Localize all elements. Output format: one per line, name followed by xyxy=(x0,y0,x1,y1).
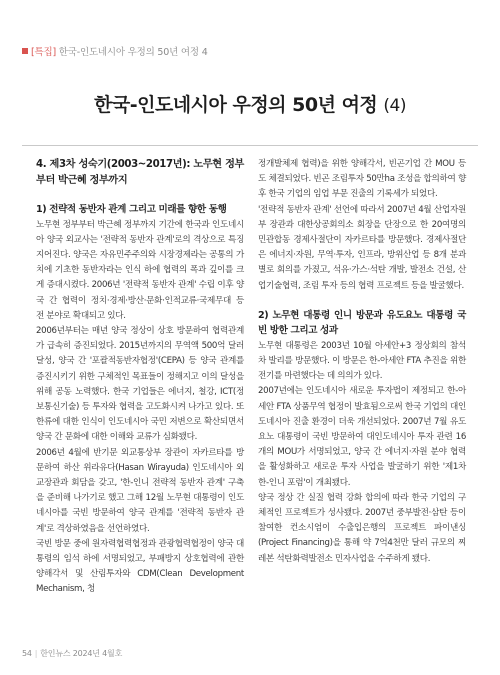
page-title xyxy=(0,90,500,117)
paragraph: 2006년 4월에 반기문 외교통상부 장관이 자카르타를 방문하여 하산 위라유다(Hasan Wirayuda) 인도네시아 외교장관과 회담을 갖고, '한-인니 전략적 동반자 관계' 구축을 준비해 나가기로 했고 그해 12월 노무현 대통령이 인도네시아를 국빈 방문하여 양국 관계를 '전략적 동반자 관계'로 격상하였음을 선언하였다. xyxy=(36,447,244,534)
left-column xyxy=(36,157,244,598)
spacer xyxy=(258,294,466,308)
section-heading: 4. 제3차 성숙기(2003~2017년): 노무현 정부부터 박근혜 정부까지 xyxy=(36,159,244,186)
title-part: (4) xyxy=(383,96,406,116)
page-footer xyxy=(22,648,122,659)
feature-tag: [특집] xyxy=(31,47,56,58)
section-header xyxy=(22,44,208,58)
red-square-icon xyxy=(22,48,28,54)
sub-heading-1: 1) 전략적 동반자 관계 그리고 미래를 향한 동행 xyxy=(36,204,227,215)
right-column xyxy=(258,157,466,567)
paragraph: 양국 정상 간 실질 협력 강화 합의에 따라 한국 기업의 구체적인 프로젝트가 성사됐다. 2007년 중부발전·삼탄 등이 참여한 컨소시엄이 수출입은행의 프로젝트 파이낸싱(Project Financing)을 통해 약 7억4천만 달러 규모의 찌레본 석탄화력발전소 민자사업을 수주하게 됐다. xyxy=(258,492,466,564)
paragraph: 2007년에는 인도네시아 새로운 투자법이 제정되고 한-아세안 FTA 상품무역 협정이 발효됨으로써 한국 기업의 대인도네시아 진출 환경이 더욱 개선되었다. 2007년 7월 유도요노 대통령이 국빈 방문하여 대인도네시아 투자 관련 16개의 MOU가 서명되었고, 양국 간 에너지·자원 분야 협력을 활성화하고 새로운 투자 사업을 발굴하기 위한 '제1차 한-인니 포럼'이 개최됐다. xyxy=(258,386,466,488)
paragraph: 정개발체제 협력)을 위한 양해각서, 빈곤기업 간 MOU 등도 체결되었다. 빈곤 조림투자 50만ha 조성을 합의하여 향후 한국 기업의 임업 부문 진출의 기록세가 되었다. xyxy=(258,159,466,200)
page-number: 54 xyxy=(22,649,32,658)
paragraph: 노무현 정부부터 박근혜 정부까지 기간에 한국과 인도네시아 양국 외교사는 '전략적 동반자 관계'로의 격상으로 특징지어진다. 양국은 자유민주주의와 시장경제라는 공통의 가치에 기초한 동반자라는 인식 하에 협력의 폭과 깊이를 크게 증대시켰다. 2006년 '전략적 동반자 관계' 수립 이후 양국 간 협력이 정치·경제·방산·문화·인적교류·국제무대 등 전 분야로 확대되고 있다. xyxy=(36,219,244,321)
paragraph: 노무현 대통령은 2003년 10월 아세안+3 정상회의 참석차 발리를 방문했다. 이 방문은 한-아세안 FTA 추진을 위한 전기를 마련했다는 데 의의가 있다. xyxy=(258,340,466,382)
sub-heading-2: 2) 노무현 대통령 인니 방문과 유도요노 대통령 국빈 방한 그리고 성과 xyxy=(258,309,466,337)
series-title: 한국-인도네시아 우정의 50년 여정 4 xyxy=(58,47,208,58)
title-divider xyxy=(22,145,478,146)
paragraph: 2006년부터는 매년 양국 정상이 상호 방문하여 협력관계가 급속히 증진되었다. 2015년까지의 무역액 500억 달러 달성, 양국 간 '포괄적동반자협정'(CEPA) 등 양국 관계를 증진시키기 위한 구체적인 목표들이 정해지고 이의 달성을 위해 공동 노력했다. 한국 기업들은 에너지, 철강, ICT(정보통신기술) 등 투자와 협력을 고도화시켜 나가고 있다. 또 한류에 대한 인식이 인도네시아 국민 저변으로 확산되면서 양국 간 문화에 대한 이해와 교류가 심화됐다. xyxy=(36,325,244,443)
paragraph: 국빈 방문 중에 원자력협력협정과 관광협력협정이 양국 대통령의 임석 하에 서명되었고, 부패방지 상호협력에 관한 양해각서 및 산림투자와 CDM(Clean Development Mechanism, 청 xyxy=(36,538,244,595)
footer-divider: | xyxy=(34,649,38,658)
paragraph: '전략적 동반자 관계' 선언에 따라서 2007년 4월 산업자원부 장관과 대한상공회의소 회장을 단장으로 한 20여명의 민관합동 경제사절단이 자카르타를 방문했다. 경제사절단은 에너지·자원, 무역·투자, 인프라, 방위산업 등 8개 분과별로 회의를 가졌고, 석유·가스·석탄 개발, 발전소 건설, 산업기술협력, 조림 투자 등의 협력 프로젝트 등을 발굴했다. xyxy=(258,204,466,291)
publication-name: 한인뉴스 2024년 4월호 xyxy=(40,649,123,658)
title-main: 한국-인도네시아 우정의 50년 여정 xyxy=(94,94,378,116)
